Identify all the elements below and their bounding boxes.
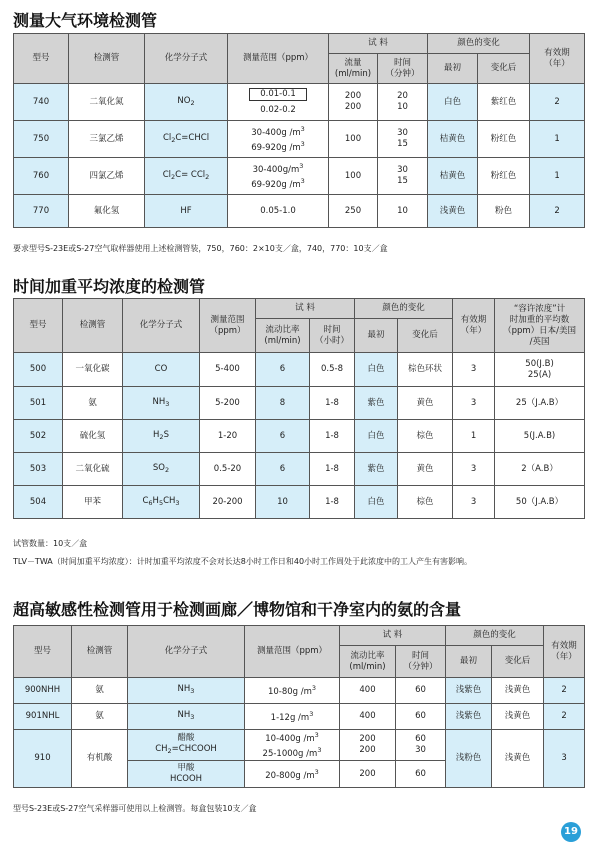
header-flow: 流动比率 (ml/min) xyxy=(256,319,310,353)
table-row: 500 一氧化碳 CO 5-400 6 0.5-8 白色 棕色环状 3 50(J.B) 25(A) xyxy=(14,353,585,387)
header-initial: 最初 xyxy=(355,319,398,353)
section2-title: 时间加重平均浓度的检测管 xyxy=(13,277,206,296)
header-color: 颜色的变化 xyxy=(428,34,530,54)
header-tube: 检测管 xyxy=(63,299,123,353)
header-time: 时间 （分钟） xyxy=(396,646,446,678)
header-flow: 流动比率 (ml/min) xyxy=(340,646,396,678)
table-row: 501 氨 $NH_3$ 5-200 8 1-8 紫色 黄色 3 25（J.A.B） xyxy=(14,387,585,420)
header-after: 变化后 xyxy=(478,54,530,84)
header-model: 型号 xyxy=(14,626,72,678)
section1-table xyxy=(13,33,585,228)
header-tube: 检测管 xyxy=(72,626,128,678)
header-formula: 化学分子式 xyxy=(128,626,245,678)
header-model: 型号 xyxy=(14,299,63,353)
section1-note: 要求型号S-23E或S-27空气取样器使用上述检测管装，750，760：2×10支／盒，740，770：10支／盒 xyxy=(13,244,388,253)
header-color: 颜色的变化 xyxy=(446,626,544,646)
header-formula: 化学分子式 xyxy=(145,34,228,84)
table-row: 901NHL 氨 $NH_3$ 1-12g $/m^3$ 400 60 浅紫色 浅黄色 2 xyxy=(14,704,585,730)
header-time: 时间 （小时） xyxy=(310,319,355,353)
section2-note1: 试管数量：10支／盒 xyxy=(13,539,88,548)
section2-note2: TLV－TWA（时间加重平均浓度）：计时加重平均浓度不会对长达8小时工作日和40小时工作周处于此浓度中的工人产生有害影响。 xyxy=(13,557,473,566)
header-initial: 最初 xyxy=(428,54,478,84)
header-range: 测量范围 （ppm） xyxy=(200,299,256,353)
header-color: 颜色的变化 xyxy=(355,299,453,319)
table-row: 910 有机酸 醋酸 $CH_2=CHCOOH$ 10-400g $/m^3$ 25-1000g $/m^3$ 200 200 60 30 浅粉色 浅黄色 3 xyxy=(14,730,585,761)
header-after: 变化后 xyxy=(492,646,544,678)
table-row: 740 二氧化氮 $NO_2$ 0.01-0.1 0.02-0.2 200 200 20 10 白色 紫红色 2 xyxy=(14,84,585,121)
header-flow: 流量 (ml/min) xyxy=(329,54,378,84)
section1-title: 测量大气环境检测管 xyxy=(13,11,158,30)
table-row: 750 三氯乙烯 $Cl_2C=CHCl$ 30-400g $/m^3$ 69-920g $/m^3$ 100 30 15 桔黄色 粉红色 1 xyxy=(14,121,585,158)
table-row: 770 氟化氢 HF 0.05-1.0 250 10 浅黄色 粉色 2 xyxy=(14,195,585,228)
table-row: 760 四氯乙烯 $Cl_2C= CCl_2$ $30-400g/m^3$ 69-920g $/m^3$ 100 30 15 桔黄色 粉红色 1 xyxy=(14,158,585,195)
section3-table xyxy=(13,625,585,788)
header-validity: 有效期 （年） xyxy=(530,34,585,84)
header-after: 变化后 xyxy=(398,319,453,353)
section3-title: 超高敏感性检测管用于检测画廊／博物馆和干净室内的氨的含量 xyxy=(13,600,462,619)
header-range: 测量范围（ppm） xyxy=(228,34,329,84)
header-sample: 试 料 xyxy=(340,626,446,646)
table-row: 900NHH 氨 $NH_3$ 10-80g $/m^3$ 400 60 浅紫色 浅黄色 2 xyxy=(14,678,585,704)
header-model: 型号 xyxy=(14,34,69,84)
table-row: 504 甲苯 $C_6H_5CH_3$ 20-200 10 1-8 白色 棕色 3 50（J.A.B） xyxy=(14,486,585,519)
header-allowable: “容许浓度”计 时加重的平均数 （ppm）日本/美国 /英国 xyxy=(495,299,585,353)
header-validity: 有效期 （年） xyxy=(544,626,585,678)
section2-table xyxy=(13,298,585,519)
header-sample: 试 料 xyxy=(256,299,355,319)
page-number-badge: 19 xyxy=(561,822,581,842)
table-row: 甲酸 HCOOH 20-800g $/m^3$ 200 60 xyxy=(14,761,585,788)
header-time: 时间 （分钟） xyxy=(378,54,428,84)
header-validity: 有效期 （年） xyxy=(453,299,495,353)
header-range: 测量范围（ppm） xyxy=(245,626,340,678)
table-row: 503 二氧化硫 $SO_2$ 0.5-20 6 1-8 紫色 黄色 3 2（A.B） xyxy=(14,453,585,486)
section3-note: 型号S-23E或S-27空气采样器可使用以上检测管。每盒包装10支／盒 xyxy=(13,804,257,813)
header-tube: 检测管 xyxy=(69,34,145,84)
header-sample: 试 料 xyxy=(329,34,428,54)
table-row: 502 硫化氢 $H_2S$ 1-20 6 1-8 白色 棕色 1 5(J.A.B) xyxy=(14,420,585,453)
header-initial: 最初 xyxy=(446,646,492,678)
header-formula: 化学分子式 xyxy=(123,299,200,353)
